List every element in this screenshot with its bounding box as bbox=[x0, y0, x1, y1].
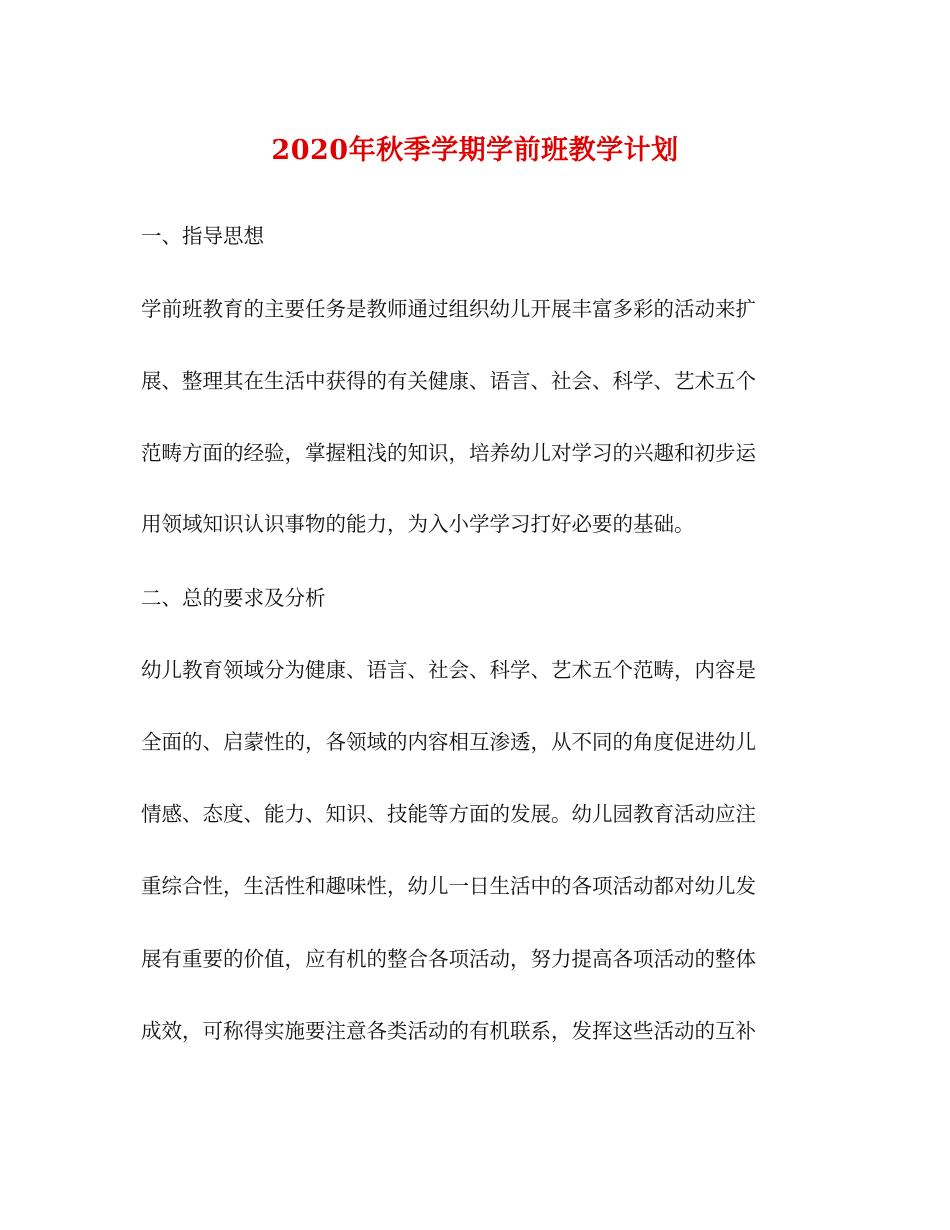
paragraph-line: 展有重要的价值，应有机的整合各项活动，努力提高各项活动的整体 bbox=[141, 947, 756, 971]
paragraph-line: 范畴方面的经验，掌握粗浅的知识，培养幼儿对学习的兴趣和初步运 bbox=[141, 441, 756, 465]
paragraph-line: 重综合性，生活性和趣味性，幼儿一日生活中的各项活动都对幼儿发 bbox=[141, 874, 756, 898]
document-title: 2020年秋季学期学前班教学计划 bbox=[271, 135, 679, 166]
paragraph-line: 成效，可称得实施要注意各类活动的有机联系，发挥这些活动的互补 bbox=[141, 1019, 756, 1043]
paragraph-line: 学前班教育的主要任务是教师通过组织幼儿开展丰富多彩的活动来扩 bbox=[141, 297, 756, 321]
paragraph-line: 幼儿教育领域分为健康、语言、社会、科学、艺术五个范畴，内容是 bbox=[141, 658, 756, 682]
paragraph-line: 全面的、启蒙性的，各领域的内容相互渗透，从不同的角度促进幼儿 bbox=[141, 730, 756, 754]
paragraph-line: 情感、态度、能力、知识、技能等方面的发展。幼儿园教育活动应注 bbox=[141, 802, 756, 826]
section-heading-requirements-analysis: 二、总的要求及分析 bbox=[141, 586, 326, 610]
section-heading-guiding-ideology: 一、指导思想 bbox=[141, 224, 264, 248]
paragraph-line: 用领域知识认识事物的能力，为入小学学习打好必要的基础。 bbox=[141, 512, 695, 536]
paragraph-line: 展、整理其在生活中获得的有关健康、语言、社会、科学、艺术五个 bbox=[141, 369, 756, 393]
